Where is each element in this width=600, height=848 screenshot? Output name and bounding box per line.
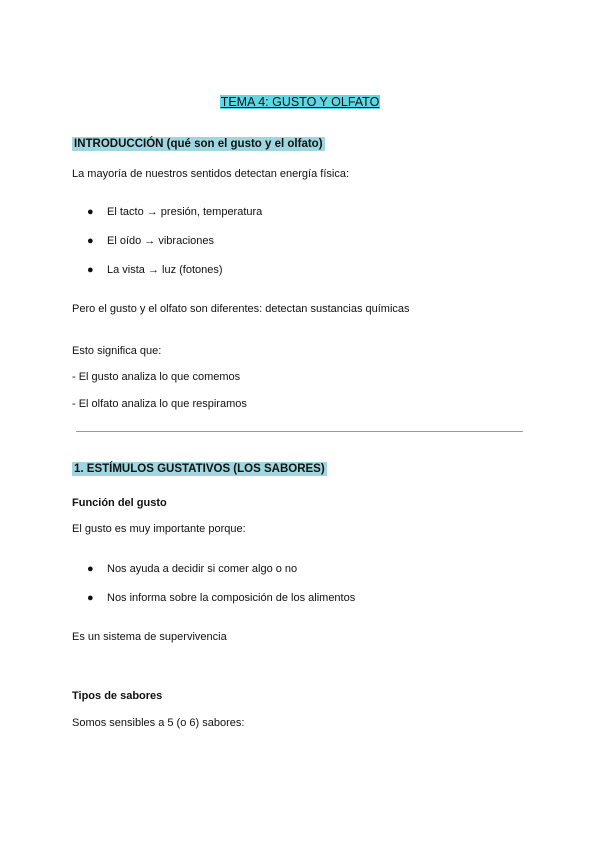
list-item: ● Nos ayuda a decidir si comer algo o no xyxy=(87,563,298,575)
section1-heading: 1. ESTÍMULOS GUSTATIVOS (LOS SABORES) xyxy=(74,463,325,475)
function-lead: El gusto es muy importante porque: xyxy=(72,523,246,535)
page-title: TEMA 4: GUSTO Y OLFATO xyxy=(220,95,380,109)
types-lead: Somos sensibles a 5 (o 6) sabores: xyxy=(72,717,245,729)
bullet-icon: ● xyxy=(87,235,94,247)
dash-item: - El gusto analiza lo que comemos xyxy=(72,371,241,383)
bullet-icon: ● xyxy=(87,206,94,218)
dash-item: - El olfato analiza lo que respiramos xyxy=(72,398,247,410)
intro-meaning: Esto significa que: xyxy=(72,345,162,357)
intro-heading: INTRODUCCIÓN (qué son el gusto y el olfato) xyxy=(74,138,323,150)
bullet-icon: ● xyxy=(87,264,94,276)
types-heading: Tipos de sabores xyxy=(72,690,163,702)
function-heading: Función del gusto xyxy=(72,497,167,509)
list-item: ● Nos informa sobre la composición de los alimentos xyxy=(87,592,356,604)
horizontal-divider xyxy=(76,431,523,432)
intro-lead: La mayoría de nuestros sentidos detectan energía física: xyxy=(72,168,349,180)
bullet-icon: ● xyxy=(87,563,94,575)
list-item: ● El tacto → presión, temperatura xyxy=(87,206,263,218)
bullet-icon: ● xyxy=(87,592,94,604)
list-item: ● El oído → vibraciones xyxy=(87,235,214,247)
intro-contrast: Pero el gusto y el olfato son diferentes: detectan sustancias químicas xyxy=(72,303,410,315)
survival-text: Es un sistema de supervivencia xyxy=(72,631,227,643)
list-item: ● La vista → luz (fotones) xyxy=(87,264,223,276)
